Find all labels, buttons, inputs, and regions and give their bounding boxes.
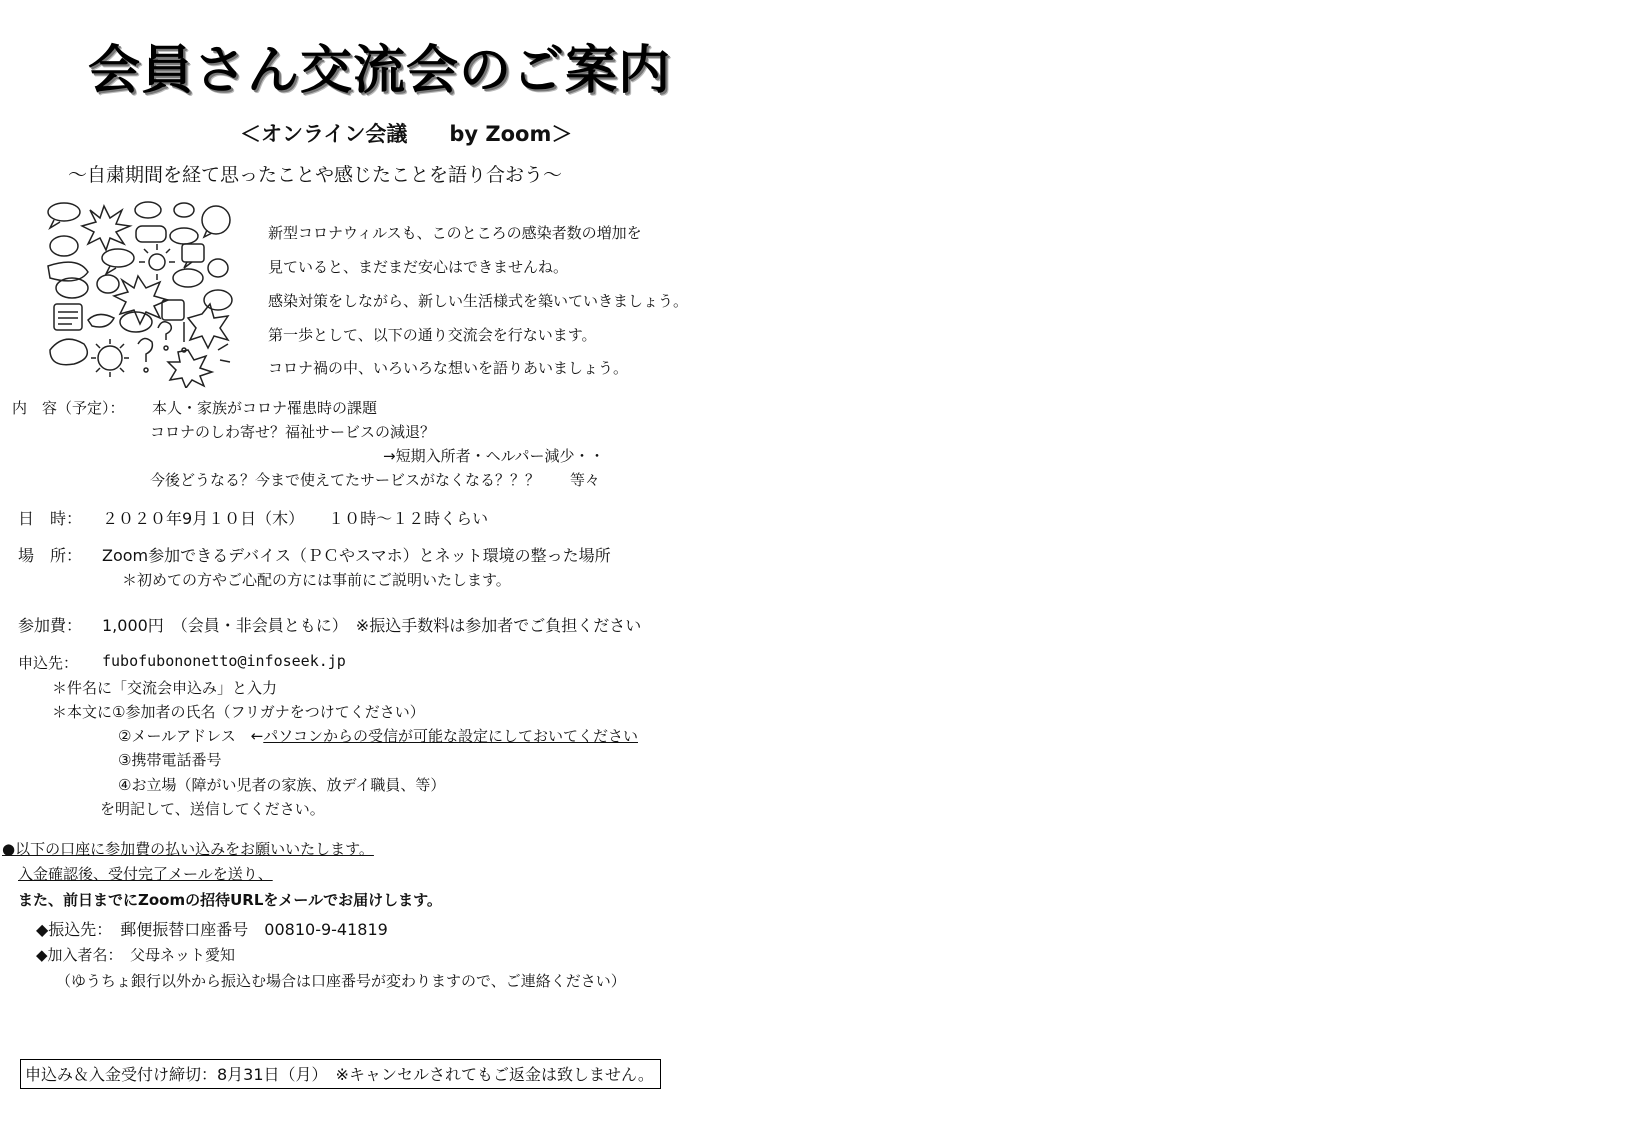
intro-line: 感染対策をしながら、新しい生活様式を築いていきましょう。 — [268, 292, 689, 310]
place-value: Zoom参加できるデバイス（ＰＣやスマホ）とネット環境の整った場所 — [102, 546, 611, 565]
apply-subject-note: ＊件名に「交流会申込み」と入力 — [52, 679, 278, 697]
subtitle: ＜オンライン会議 by Zoom＞ — [240, 122, 573, 146]
place-label: 場 所： — [18, 546, 83, 565]
datetime-label: 日 時： — [18, 509, 83, 528]
speech-bubbles-illustration — [42, 200, 234, 388]
deadline-notice: 申込み＆入金受付け締切：8月31日（月） ※キャンセルされてもご返金は致しません。 — [20, 1059, 661, 1089]
content-line: 今後どうなる？今まで使えてたサービスがなくなる？？？ 等々 — [150, 471, 601, 489]
tagline: ～自粛期間を経て思ったことや感じたことを語り合おう～ — [68, 164, 563, 186]
apply-label: 申込先： — [18, 654, 79, 672]
page-title: 会員さん交流会のご案内 — [88, 41, 672, 101]
apply-item-3: ③携帯電話番号 — [118, 751, 222, 769]
content-label: 内 容（予定）： — [12, 399, 125, 417]
apply-item-2-label: ②メールアドレス ← — [118, 727, 264, 745]
datetime-value: ２０２０年9月１０日（木） １０時～１２時くらい — [102, 509, 489, 528]
apply-email-link[interactable]: fubofubononetto@infoseek.jp — [102, 652, 346, 670]
intro-line: 新型コロナウィルスも、このところの感染者数の増加を — [268, 224, 642, 242]
apply-body-note: ＊本文に①参加者の氏名（フリガナをつけてください） — [52, 703, 425, 721]
content-line: →短期入所者・ヘルパー減少・・ — [383, 447, 605, 465]
payment-line-1: ●以下の口座に参加費の払い込みをお願いいたします。 — [2, 840, 374, 858]
payment-line-2: 入金確認後、受付完了メールを送り、 — [18, 865, 273, 883]
apply-item-4: ④お立場（障がい児者の家族、放デイ職員、等） — [118, 776, 446, 794]
payment-line-3: また、前日までにZoomの招待URLをメールでお届けします。 — [18, 891, 442, 909]
fee-value: 1,000円 （会員・非会員ともに） ※振込手数料は参加者でご負担ください — [102, 616, 642, 635]
place-note: ＊初めての方やご心配の方には事前にご説明いたします。 — [122, 571, 511, 589]
apply-item-2-note: パソコンからの受信が可能な設定にしておいてください — [263, 727, 638, 745]
fee-label: 参加費： — [18, 616, 83, 635]
intro-line: 見ていると、まだまだ安心はできませんね。 — [268, 258, 569, 276]
apply-item-2 — [118, 725, 638, 746]
intro-line: 第一歩として、以下の通り交流会を行ないます。 — [268, 326, 597, 344]
apply-closing: を明記して、送信してください。 — [100, 800, 325, 818]
intro-line: コロナ禍の中、いろいろな想いを語りあいましょう。 — [268, 359, 629, 377]
payment-holder: ◆加入者名： 父母ネット愛知 — [36, 946, 236, 964]
payment-note: （ゆうちょ銀行以外から振込む場合は口座番号が変わりますので、ご連絡ください） — [56, 972, 626, 990]
content-line: コロナのしわ寄せ？福祉サービスの減退？ — [150, 423, 436, 441]
payment-account: ◆振込先： 郵便振替口座番号 00810-9-41819 — [36, 920, 388, 939]
content-line: 本人・家族がコロナ罹患時の課題 — [152, 399, 378, 417]
